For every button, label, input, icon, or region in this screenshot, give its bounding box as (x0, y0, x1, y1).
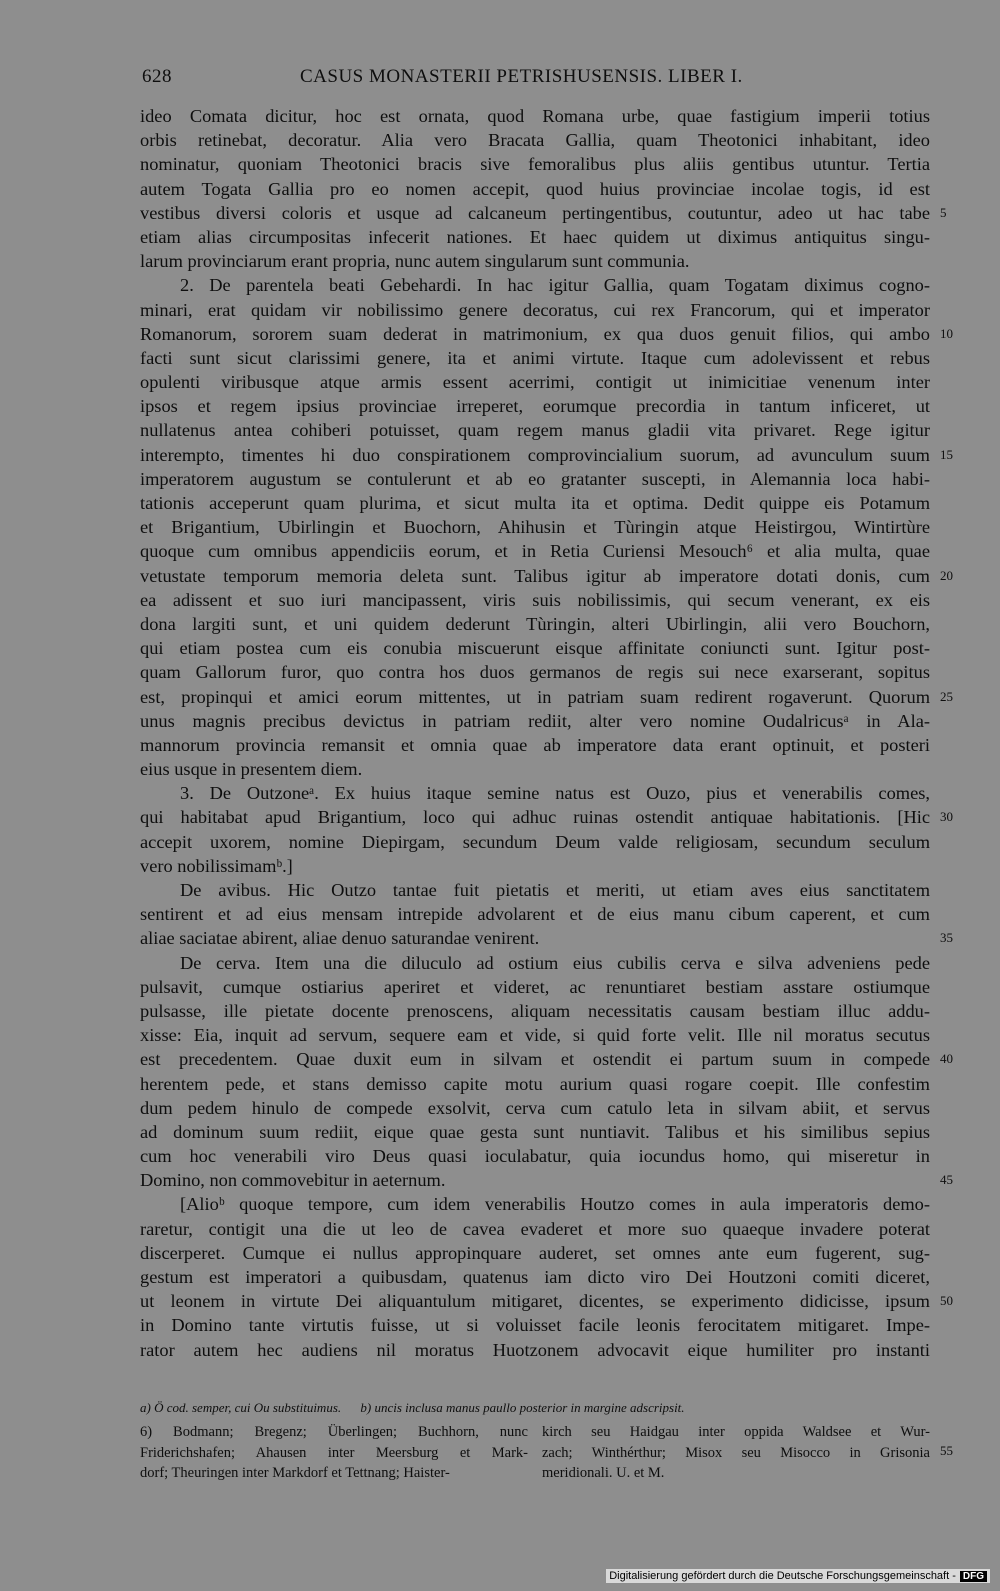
text-line-content: pulsasse, ille pietate docente prenoscens, aliquam necessitatis causam bestiam illuc addu- (140, 1000, 930, 1021)
line-number: 35 (940, 930, 953, 946)
text-line-content: aliae saciatae abirent, aliae denuo saturandae venirent. (140, 928, 540, 949)
text-line-content: in Domino tante virtutis fuisse, ut si voluisset facile leonis ferocitatem mitigaret. Impe- (140, 1315, 930, 1336)
text-line-content: opulenti viribusque atque armis essent acerrimi, contigit ut inimicitiae venenum inter (140, 372, 930, 393)
text-line (140, 1217, 930, 1241)
text-line-content: vero nobilissimamᵇ.] (140, 855, 293, 876)
text-line (140, 951, 930, 975)
text-line-content: sentirent et ad eius mensam intrepide advolarent et de eius manu cibum caperent, et cum (140, 904, 930, 925)
text-line-content: cum hoc venerabili viro Deus quasi ioculabatur, quia iocundus homo, qui miseretur in (140, 1146, 930, 1167)
note-line: 6) Bodmann; Bregenz; Überlingen; Buchhorn, nunc (140, 1424, 528, 1440)
line-number: 40 (940, 1051, 953, 1067)
text-line-content: dona largiti sunt, et uni quidem dederunt Tùringin, alteri Ubirlingin, alii vero Bouchorn, (140, 613, 930, 634)
text-line-content: Domino, non commovebitur in aeternum. (140, 1170, 446, 1191)
text-line-content: raretur, contigit una die ut leo de cavea evaderet et more suo quaeque invadere poterat (140, 1218, 930, 1239)
text-line (140, 830, 930, 854)
line-number: 20 (940, 567, 953, 583)
text-line-content: etiam alias circumpositas infecerit nationes. Et haec quidem ut diximus antiquitus singu- (140, 226, 930, 247)
text-line-content: larum provinciarum erant propria, nunc autem singularum sunt communia. (140, 251, 690, 272)
text-line-content: ideo Comata dicitur, hoc est ornata, quod Romana urbe, quae fastigium imperii totius (140, 106, 930, 126)
text-line (140, 733, 930, 757)
text-line (140, 298, 930, 322)
text-line (140, 1241, 930, 1265)
text-line (140, 1072, 930, 1096)
note-line: zach; Winthérthur; Misox seu Misocco in Grisonia (542, 1444, 930, 1461)
text-line-content: tationis acceperunt quam plurima, et sicut multa ita et optima. Dedit quippe eis Potamum (140, 493, 930, 513)
text-line (140, 805, 953, 829)
text-line (140, 249, 930, 273)
text-line-content: imperatorem augustum se contulerunt et ab eo gratanter suscepti, in Alemannia loca habi- (140, 468, 930, 489)
line-number: 5 (940, 204, 947, 220)
text-line-content: vestibus diversi coloris et usque ad calcaneum pertingentibus, coutuntur, adeo ut hac tabe (140, 202, 930, 223)
text-line-content: discerperet. Cumque ei nullus appropinquare auderet, set omnes ante eum fugerent, sug- (140, 1242, 930, 1263)
text-line (140, 564, 953, 588)
line-number: 55 (940, 1442, 953, 1458)
note-line: kirch seu Haidgau inter oppida Waldsee et Wur- (542, 1424, 930, 1440)
text-line-content: pulsavit, cumque ostiarius aperiret et videret, ac renuntiaret bestiam asstare ostiumque (140, 976, 930, 997)
main-text (140, 104, 953, 1362)
text-line (140, 636, 930, 660)
text-line (140, 926, 953, 950)
text-line-content: xisse: Eia, inquit ad servum, sequere eam et vide, si quid forte velit. Ille nil moratus secutus (140, 1025, 930, 1046)
text-line-content: rator autem hec audiens nil moratus Huotzonem advocavit eique humiliter pro instanti (140, 1339, 930, 1360)
text-line-content: quoque cum omnibus appendiciis eorum, et in Retia Curiensi Mesouch⁶ et alia multa, quae (140, 541, 930, 562)
line-number: 25 (940, 688, 953, 704)
text-line-content: mannorum provincia remansit et omnia quae ab imperatore data erant optinuit, et posteri (140, 734, 930, 755)
text-line-content: quam Gallorum furor, quo contra hos duos germanos de regis sui nece exarserant, sopitus (140, 662, 930, 683)
text-line-content: minari, erat quidam vir nobilissimo genere decoratus, cui rex Francorum, qui et imperator (140, 299, 930, 320)
text-line-content: unus magnis precibus devictus in patriam rediit, alter vero nomine Oudalricusᵃ in Ala- (140, 710, 930, 731)
page-header (140, 66, 930, 94)
text-line (140, 394, 930, 418)
text-line (140, 1338, 930, 1362)
line-number: 15 (940, 446, 953, 462)
footnote-b: b) uncis inclusa manus paullo posterior in margine adscripsit. (360, 1400, 685, 1415)
text-line (140, 660, 930, 684)
text-line-content: dum pedem hinulo de compede exsolvit, cerva cum catulo leta in silvam abiit, et servus (140, 1097, 930, 1118)
text-line (140, 467, 930, 491)
line-number: 45 (940, 1172, 953, 1188)
text-line (140, 612, 930, 636)
text-line (140, 588, 930, 612)
text-line (140, 975, 930, 999)
text-line-content: est, propinqui et amici eorum mittentes, ut in patriam suam redirent rogaverunt. Quorum (140, 686, 930, 707)
text-line (140, 685, 953, 709)
line-number: 30 (940, 809, 953, 825)
text-line (140, 1192, 930, 1216)
text-line (140, 152, 930, 176)
text-line-content: accepit uxorem, nomine Diepirgam, secundum Deum valde religiosam, secundum seculum (140, 831, 930, 852)
text-line (140, 1265, 930, 1289)
text-line-content: facti sunt sicut clarissimi genere, ita et animi virtute. Itaque cum adolevissent et rebus (140, 347, 930, 368)
dfg-logo: DFG (960, 1571, 987, 1582)
text-line-content: est precedentem. Quae duxit eum in silvam et ostendit ei partum suum in compede (140, 1049, 930, 1070)
text-line-content: nominatur, quoniam Theotonici bracis sive femoralibus plus aliis gentibus utuntur. Tertia (140, 154, 930, 175)
text-line-content: et Brigantium, Ubirlingin et Buochorn, Ahihusin et Tùringin atque Heistirgou, Wintirtùre (140, 517, 930, 538)
text-line (140, 539, 930, 563)
text-line (140, 322, 953, 346)
text-line-content: Romanorum, sororem suam dederat in matrimonium, ex qua duos genuit filios, qui ambo (140, 323, 930, 344)
running-title: CASUS MONASTERII PETRISHUSENSIS. LIBER I. (300, 66, 743, 87)
text-line (140, 1144, 930, 1168)
text-line (140, 1313, 930, 1337)
text-line (140, 854, 930, 878)
text-line (140, 781, 930, 805)
text-line (140, 1047, 953, 1071)
digitization-footer (606, 1569, 990, 1583)
text-line-content: ea adissent et suo iuri mancipassent, viris suis nobilissimis, qui secum venerant, ex eis (140, 589, 930, 610)
footnotes-letters (140, 1400, 930, 1416)
text-line (140, 878, 930, 902)
note-line: Friderichshafen; Ahausen inter Meersburg et Mark- (140, 1444, 528, 1461)
text-line (140, 1096, 930, 1120)
text-line-content: eius usque in presentem diem. (140, 759, 363, 780)
text-line (140, 225, 930, 249)
text-line-content: interempto, timentes hi duo conspirationem comprovincialium suorum, ad avunculum suum (140, 444, 930, 465)
line-number: 10 (940, 325, 953, 341)
text-line (140, 1120, 930, 1144)
text-line (140, 515, 930, 539)
text-line-content: ipsos et regem ipsius provinciae irreperet, eorumque precordia in tantum inficeret, ut (140, 396, 930, 417)
text-line (140, 104, 930, 128)
note-line: dorf; Theuringen inter Markdorf et Tettnang; Haister- (140, 1465, 450, 1481)
text-line-content: 3. De Outzoneᵃ. Ex huius itaque semine natus est Ouzo, pius et venerabilis comes, (180, 783, 930, 804)
text-line-content: De avibus. Hic Outzo tantae fuit pietatis et meriti, ut etiam aves eius sanctitatem (180, 880, 930, 900)
footnote-a: a) Ö cod. semper, cui Ou substituimus. (140, 1400, 342, 1415)
text-line-content: [Alioᵇ quoque tempore, cum idem venerabilis Houtzo comes in aula imperatoris demo- (180, 1194, 930, 1215)
text-line-content: vetustate temporum memoria deleta sunt. Talibus igitur ab imperatore dotati donis, cum (140, 565, 930, 586)
text-line (140, 709, 930, 733)
page-number: 628 (142, 66, 172, 87)
text-line (140, 418, 930, 442)
text-line (140, 346, 930, 370)
text-line-content: De cerva. Item una die diluculo ad ostium eius cubilis cerva e silva adveniens pede (180, 952, 930, 973)
note-column-1 (140, 1422, 528, 1484)
text-line (140, 370, 930, 394)
text-line-content: herentem pede, et stans demisso capite motu aurium quasi rogare coepit. Ille confestim (140, 1073, 930, 1094)
text-line (140, 491, 930, 515)
text-line-content: gestum est imperatori a quibusdam, quatenus iam dicto viro Dei Houtzoni comiti diceret, (140, 1267, 930, 1287)
text-line-content: autem Togata Gallia pro eo nomen accepit, quod huius provinciae incolae togis, id est (140, 178, 930, 199)
text-line-content: qui etiam postea cum eis conubia miscuerunt eisque affinitate coniuncti sunt. Igitur post- (140, 638, 930, 659)
line-number: 50 (940, 1293, 953, 1309)
text-line (140, 177, 930, 201)
text-line (140, 1023, 930, 1047)
footer-text: Digitalisierung gefördert durch die Deutsche Forschungsgemeinschaft - (609, 1570, 956, 1582)
text-line-content: qui habitabat apud Brigantium, loco qui adhuc ruinas ostendit antiquae habitationis. [Hic (140, 807, 930, 828)
note-column-2 (542, 1422, 930, 1484)
text-line (140, 201, 947, 225)
text-line (140, 999, 930, 1023)
text-line (140, 1289, 953, 1313)
text-line (140, 1168, 953, 1192)
text-line (140, 443, 953, 467)
text-line (140, 757, 930, 781)
text-line-content: nullatenus antea cohiberi potuisset, quam regem manus gladii vita privaret. Rege igitur (140, 420, 930, 441)
text-line-content: orbis retinebat, decoratur. Alia vero Bracata Gallia, quam Theotonici inhabitant, ideo (140, 130, 930, 151)
text-line (140, 128, 930, 152)
text-line-content: 2. De parentela beati Gebehardi. In hac igitur Gallia, quam Togatam diximus cogno- (180, 275, 930, 296)
text-line (140, 273, 930, 297)
text-line-content: ut leonem in virtute Dei aliquantulum mitigaret, dicentes, se experimento didicisse, ipsum (140, 1291, 930, 1312)
text-line (140, 902, 930, 926)
text-line-content: ad dominum suum rediit, eique quae gesta sunt nuntiavit. Talibus et his similibus sepius (140, 1121, 930, 1142)
note-line: meridionali. U. et M. (542, 1465, 665, 1481)
